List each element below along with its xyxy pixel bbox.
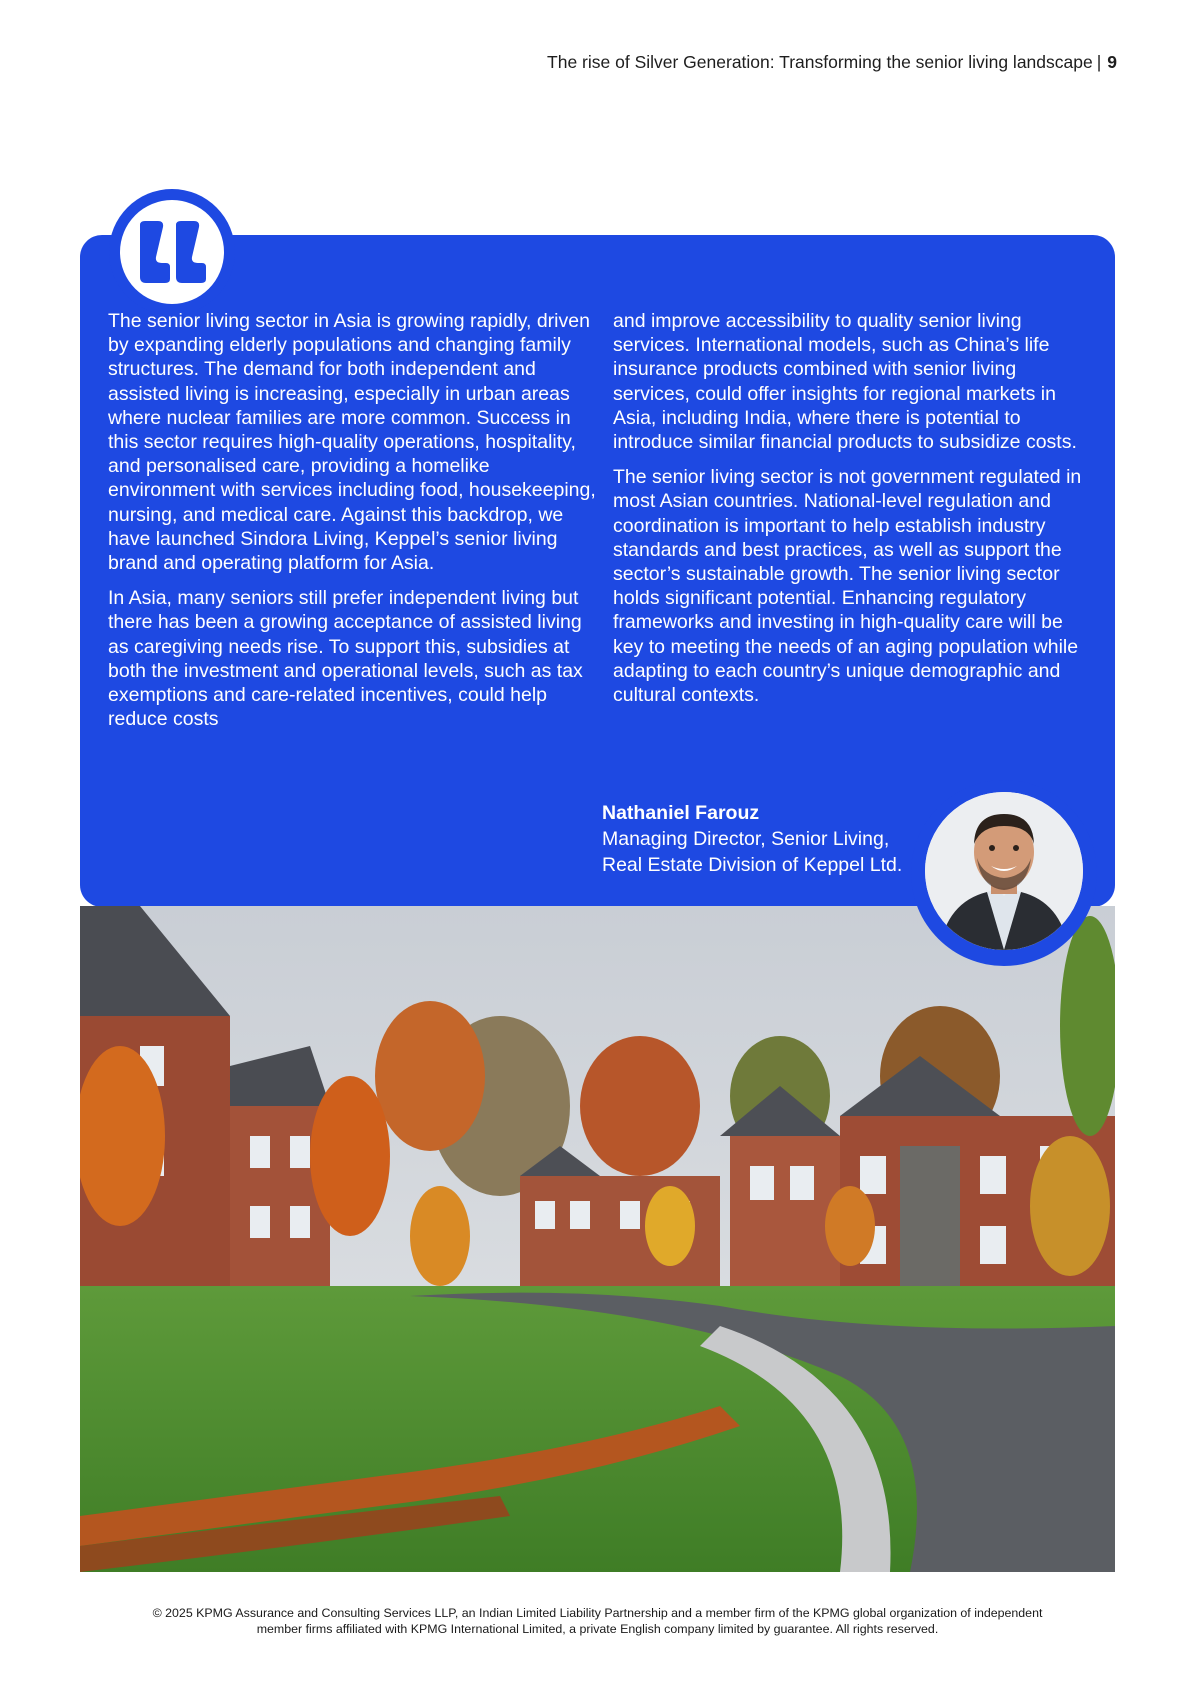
author-name: Nathaniel Farouz — [602, 802, 760, 824]
quote-badge — [109, 189, 235, 315]
quote-left-column — [108, 309, 596, 742]
author-title-line1: Managing Director, Senior Living, — [602, 828, 890, 850]
author-title-line2: Real Estate Division of Keppel Ltd. — [602, 854, 903, 876]
author-portrait — [925, 792, 1083, 950]
quote-paragraph: and improve accessibility to quality senior living services. International models, such as China’s life insurance products combined with senior living services, could offer insights for regional markets in Asia, including India, where there is potential to introduce similar financial products to subsidize costs. — [613, 310, 1077, 454]
senior-living-community-photo — [80, 906, 1115, 1572]
header-title: The rise of Silver Generation: Transforming the senior living landscape — [547, 52, 1093, 72]
footer-line2: member firms affiliated with KPMG International Limited, a private English company limited by guarantee. All rights reserved. — [256, 1622, 939, 1636]
author-portrait-ring — [911, 780, 1097, 966]
header-separator: | — [1096, 52, 1102, 72]
footer-line1: © 2025 KPMG Assurance and Consulting Services LLP, an Indian Limited Liability Partnership and a member firm of the KPMG global organization of independent — [152, 1606, 1043, 1620]
page-header — [547, 52, 1117, 73]
quote-paragraph: In Asia, many seniors still prefer independent living but there has been a growing acceptance of assisted living as caregiving needs rise. To support this, subsidies at both the investment and operational levels, such as tax exemptions and care-related incentives, could help reduce costs — [108, 587, 583, 731]
quote-icon — [136, 219, 208, 285]
page-number: 9 — [1107, 52, 1117, 72]
copyright-footer — [60, 1605, 1135, 1637]
author-signature — [602, 800, 902, 878]
quote-right-column — [613, 309, 1095, 718]
quote-paragraph: The senior living sector is not government regulated in most Asian countries. National-level regulation and coordination is important to help establish industry standards and best practices, as well as support the sector’s sustainable growth. The senior living sector holds significant potential. Enhancing regulatory frameworks and investing in high-quality care will be key to meeting the needs of an aging population while adapting to each country’s unique demographic and cultural contexts. — [613, 466, 1082, 707]
quote-paragraph: The senior living sector in Asia is growing rapidly, driven by expanding elderly populations and changing family structures. The demand for both independent and assisted living is increasing, especially in urban areas where nuclear families are more common. Success in this sector requires high-quality operations, hospitality, and personalised care, providing a homelike environment with services including food, housekeeping, nursing, and medical care. Against this backdrop, we have launched Sindora Living, Keppel’s senior living brand and operating platform for Asia. — [108, 310, 596, 575]
